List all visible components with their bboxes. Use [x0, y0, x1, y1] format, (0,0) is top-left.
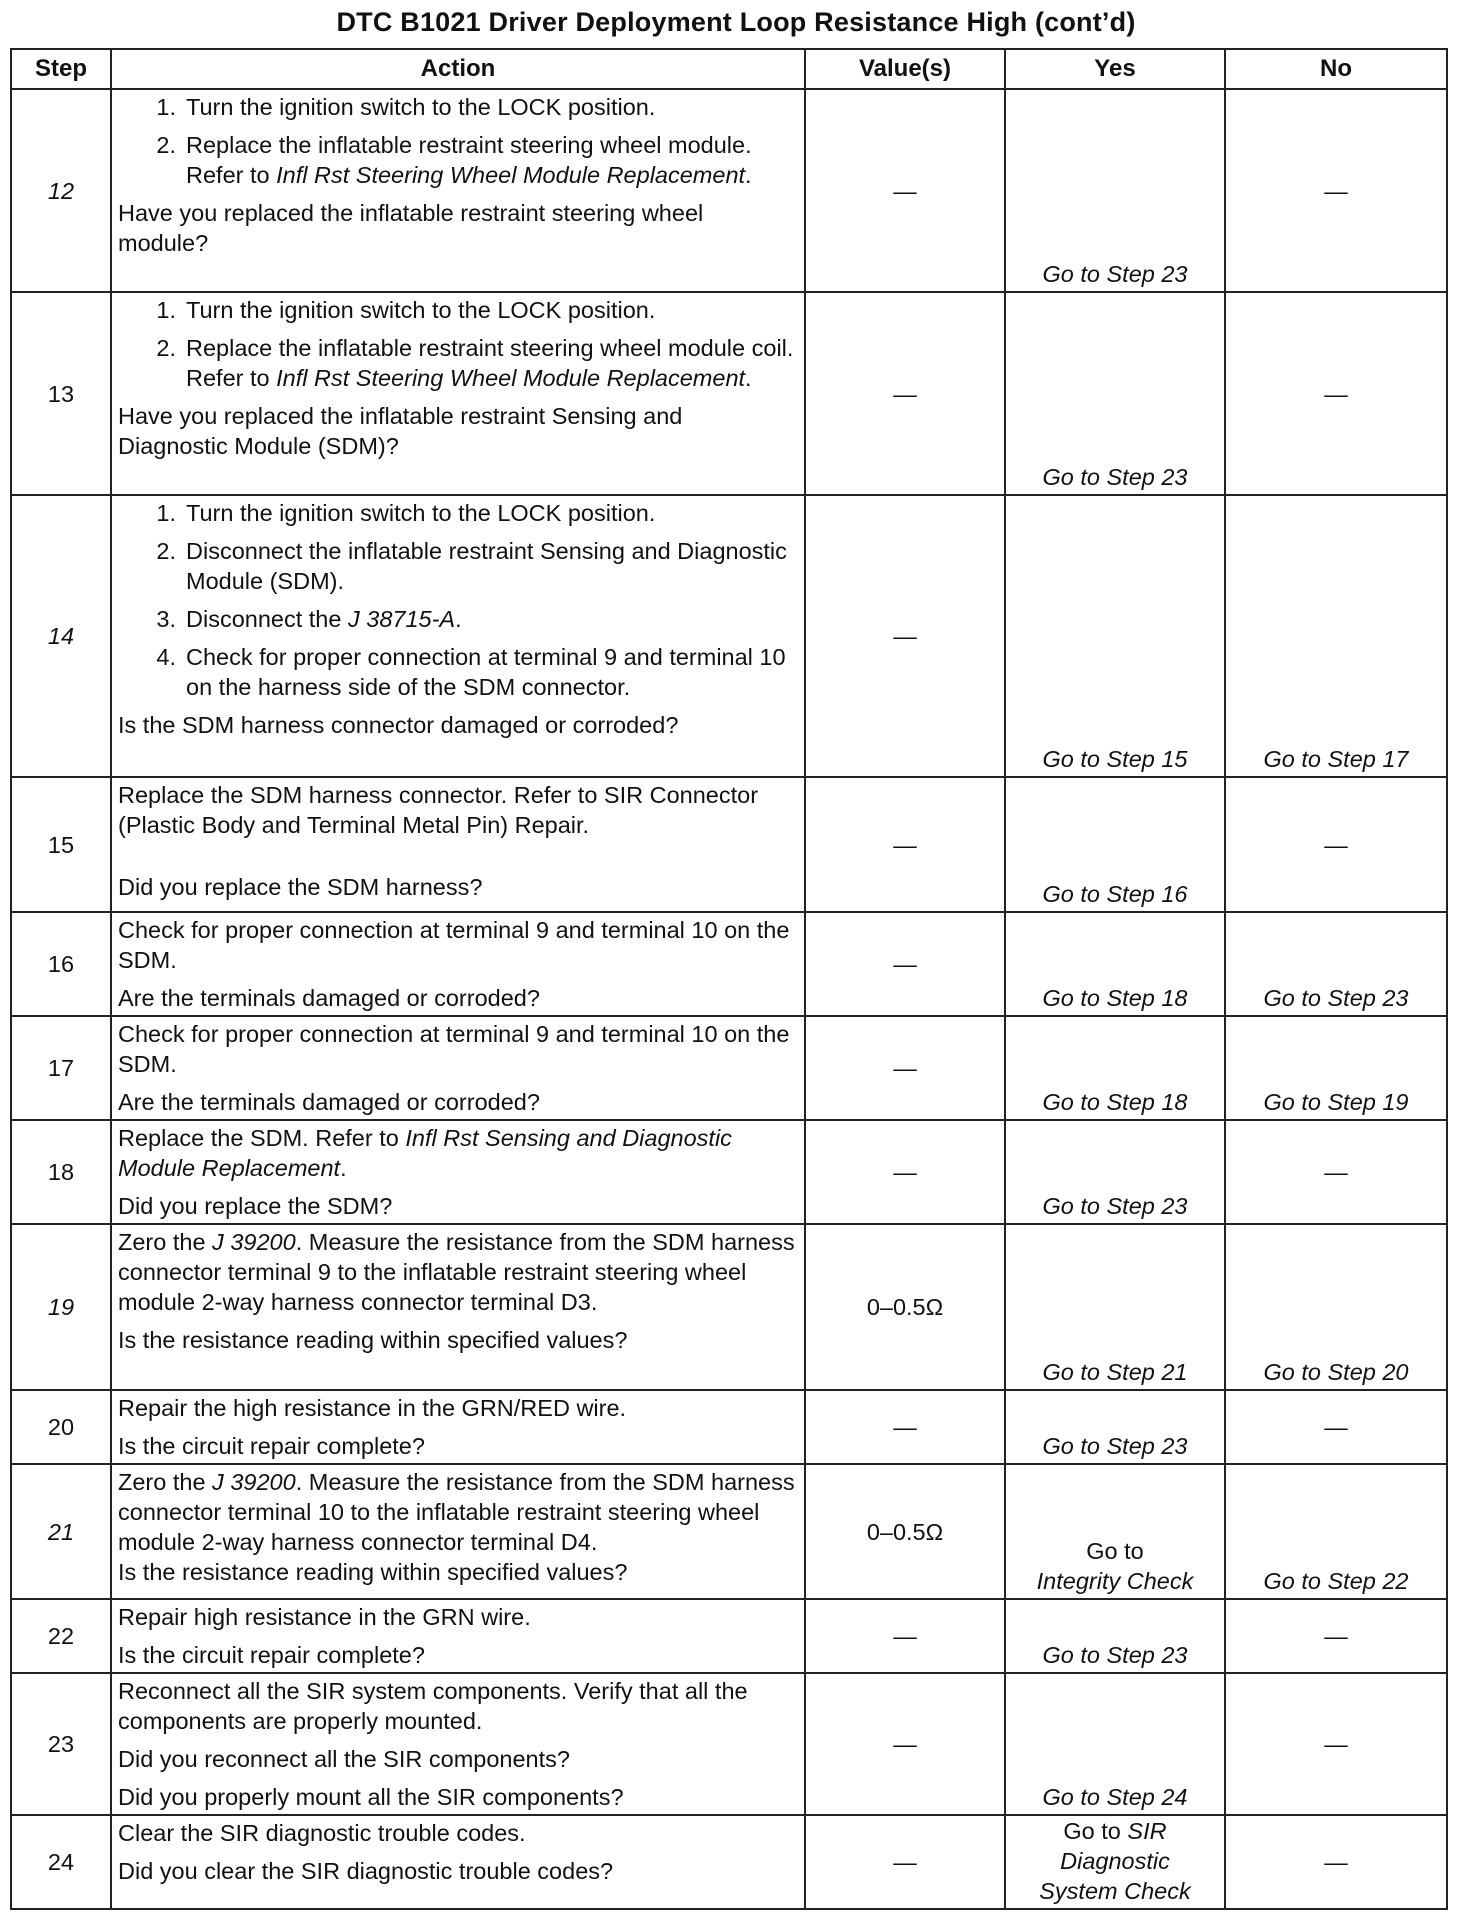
no-cell: —	[1225, 1599, 1447, 1673]
action-text: Clear the SIR diagnostic trouble codes.	[118, 1820, 526, 1846]
action-text: Check for proper connection at terminal 9 and terminal 10 on the SDM.	[118, 1021, 790, 1077]
list-item: 1. Turn the ignition switch to the LOCK position.	[156, 500, 656, 526]
yes-cell[interactable]: Go to Step 15	[1005, 495, 1225, 777]
tool-reference: J 38715-A	[347, 606, 456, 632]
action-text: Zero the J 39200. Measure the resistance from the SDM harness connector terminal 9 to the inflatable restraint steering wheel module 2-way harness connector terminal D3.	[118, 1229, 795, 1315]
table-row	[11, 1815, 1447, 1909]
action-cell	[111, 89, 805, 292]
question-text: Is the circuit repair complete?	[118, 1433, 425, 1459]
list-item: 1. Turn the ignition switch to the LOCK position.	[156, 94, 656, 120]
yes-line: Go to SIR	[1063, 1818, 1167, 1844]
diagnostic-table	[10, 48, 1448, 1910]
reference-link[interactable]: Infl Rst Steering Wheel Module Replacement	[276, 365, 746, 391]
yes-cell[interactable]: Go to Step 23	[1005, 1599, 1225, 1673]
action-cell	[111, 1224, 805, 1390]
step-number: 20	[11, 1390, 111, 1464]
table-row	[11, 89, 1447, 292]
yes-cell[interactable]: Go to Step 23	[1005, 292, 1225, 495]
action-cell	[111, 1120, 805, 1224]
no-cell: —	[1225, 777, 1447, 912]
action-cell	[111, 1815, 805, 1909]
list-item: 2. Disconnect the inflatable restraint Sensing and Diagnostic Module (SDM).	[156, 538, 787, 594]
step-number: 13	[11, 292, 111, 495]
action-text: Repair the high resistance in the GRN/RED wire.	[118, 1395, 627, 1421]
yes-cell[interactable]: Go to Step 16	[1005, 777, 1225, 912]
value-cell: —	[805, 292, 1005, 495]
no-cell[interactable]: Go to Step 22	[1225, 1464, 1447, 1599]
value-cell: —	[805, 1815, 1005, 1909]
no-cell: —	[1225, 1390, 1447, 1464]
header-yes: Yes	[1005, 49, 1225, 89]
list-item: 2. Replace the inflatable restraint steering wheel module coil. Refer to Infl Rst Steering Wheel Module Replacement.	[156, 335, 794, 391]
no-cell[interactable]: Go to Step 23	[1225, 912, 1447, 1016]
step-number: 12	[11, 89, 111, 292]
question-text: Did you replace the SDM?	[118, 1193, 393, 1219]
action-cell	[111, 495, 805, 777]
step-number: 14	[11, 495, 111, 777]
value-cell: —	[805, 495, 1005, 777]
table-row	[11, 1599, 1447, 1673]
yes-line[interactable]: Diagnostic	[1060, 1848, 1170, 1874]
step-number: 21	[11, 1464, 111, 1599]
list-item: 1. Turn the ignition switch to the LOCK position.	[156, 297, 656, 323]
no-cell: —	[1225, 1815, 1447, 1909]
value-cell: —	[805, 777, 1005, 912]
yes-cell[interactable]: Go to Step 23	[1005, 1120, 1225, 1224]
table-row	[11, 1464, 1447, 1599]
question-text: Are the terminals damaged or corroded?	[118, 1089, 540, 1115]
value-cell: —	[805, 89, 1005, 292]
table-row	[11, 292, 1447, 495]
value-cell: —	[805, 1390, 1005, 1464]
step-number: 16	[11, 912, 111, 1016]
action-cell	[111, 1390, 805, 1464]
value-cell: —	[805, 912, 1005, 1016]
step-number: 19	[11, 1224, 111, 1390]
value-cell: —	[805, 1599, 1005, 1673]
yes-cell[interactable]: Go to Step 23	[1005, 1390, 1225, 1464]
action-text: Replace the SDM harness connector. Refer to SIR Connector (Plastic Body and Terminal Metal Pin) Repair.	[118, 782, 759, 838]
no-cell[interactable]: Go to Step 20	[1225, 1224, 1447, 1390]
step-number: 24	[11, 1815, 111, 1909]
question-text: Are the terminals damaged or corroded?	[118, 985, 540, 1011]
table-row	[11, 1120, 1447, 1224]
value-cell: —	[805, 1673, 1005, 1815]
value-cell: —	[805, 1120, 1005, 1224]
yes-cell[interactable]: Go to Step 21	[1005, 1224, 1225, 1390]
value-cell: 0–0.5Ω	[805, 1464, 1005, 1599]
action-text: Check for proper connection at terminal 9 and terminal 10 on the SDM.	[118, 917, 790, 973]
action-cell	[111, 1673, 805, 1815]
table-row	[11, 777, 1447, 912]
question-text: Is the circuit repair complete?	[118, 1642, 425, 1668]
table-row	[11, 1016, 1447, 1120]
question-text: Is the resistance reading within specified values?	[118, 1327, 628, 1353]
yes-cell[interactable]	[1005, 1464, 1225, 1599]
yes-line: Go to	[1086, 1538, 1144, 1564]
action-text: Repair high resistance in the GRN wire.	[118, 1604, 531, 1630]
no-cell[interactable]: Go to Step 17	[1225, 495, 1447, 777]
question-text: Did you replace the SDM harness?	[118, 874, 483, 900]
header-action: Action	[111, 49, 805, 89]
tool-reference: J 39200	[212, 1469, 296, 1495]
yes-cell[interactable]: Go to Step 18	[1005, 912, 1225, 1016]
reference-link[interactable]: Infl Rst Sensing and Diagnostic Module Replacement	[118, 1125, 732, 1181]
list-item: 2. Replace the inflatable restraint steering wheel module. Refer to Infl Rst Steering Wheel Module Replacement.	[156, 132, 752, 188]
question-text: Did you reconnect all the SIR components?	[118, 1746, 570, 1772]
yes-cell[interactable]	[1005, 1815, 1225, 1909]
yes-cell[interactable]: Go to Step 24	[1005, 1673, 1225, 1815]
question-text: Is the SDM harness connector damaged or corroded?	[118, 712, 679, 738]
question-text: Have you replaced the inflatable restraint Sensing and Diagnostic Module (SDM)?	[118, 403, 683, 459]
table-row	[11, 1224, 1447, 1390]
page-title: DTC B1021 Driver Deployment Loop Resistance High (cont’d)	[336, 7, 1136, 37]
question-text: Is the resistance reading within specified values?	[118, 1559, 628, 1585]
list-item: 4. Check for proper connection at terminal 9 and terminal 10 on the harness side of the SDM connector.	[156, 644, 786, 700]
header-no: No	[1225, 49, 1447, 89]
list-item: 3. Disconnect the J 38715-A.	[156, 606, 462, 632]
table-row	[11, 1390, 1447, 1464]
table-row	[11, 495, 1447, 777]
table-row	[11, 912, 1447, 1016]
value-cell: 0–0.5Ω	[805, 1224, 1005, 1390]
no-cell: —	[1225, 1120, 1447, 1224]
action-cell	[111, 777, 805, 912]
value-cell: —	[805, 1016, 1005, 1120]
question-text: Did you properly mount all the SIR components?	[118, 1784, 624, 1810]
step-number: 18	[11, 1120, 111, 1224]
action-cell	[111, 1464, 805, 1599]
action-text: Replace the SDM. Refer to Infl Rst Sensing and Diagnostic Module Replacement.	[118, 1125, 732, 1181]
no-cell: —	[1225, 292, 1447, 495]
action-cell	[111, 1016, 805, 1120]
yes-line[interactable]: System Check	[1039, 1878, 1191, 1904]
step-number: 17	[11, 1016, 111, 1120]
header-step: Step	[11, 49, 111, 89]
table-row	[11, 1673, 1447, 1815]
no-cell: —	[1225, 1673, 1447, 1815]
yes-cell[interactable]: Go to Step 23	[1005, 89, 1225, 292]
action-text: Zero the J 39200. Measure the resistance from the SDM harness connector terminal 10 to the inflatable restraint steering wheel module 2-way harness connector terminal D4.	[118, 1469, 795, 1555]
reference-link[interactable]: Infl Rst Steering Wheel Module Replacement	[276, 162, 746, 188]
tool-reference: J 39200	[212, 1229, 296, 1255]
action-text: Reconnect all the SIR system components. Verify that all the components are properly mounted.	[118, 1678, 748, 1734]
step-number: 22	[11, 1599, 111, 1673]
action-cell	[111, 912, 805, 1016]
action-cell	[111, 1599, 805, 1673]
yes-cell[interactable]: Go to Step 18	[1005, 1016, 1225, 1120]
header-row	[11, 49, 1447, 89]
sir-diagnostic-link[interactable]: SIR	[1127, 1818, 1167, 1844]
no-cell[interactable]: Go to Step 19	[1225, 1016, 1447, 1120]
question-text: Did you clear the SIR diagnostic trouble codes?	[118, 1858, 614, 1884]
step-number: 23	[11, 1673, 111, 1815]
no-cell: —	[1225, 89, 1447, 292]
question-text: Have you replaced the inflatable restraint steering wheel module?	[118, 200, 704, 256]
step-number: 15	[11, 777, 111, 912]
integrity-check-link[interactable]: Integrity Check	[1036, 1568, 1194, 1594]
header-value: Value(s)	[805, 49, 1005, 89]
action-cell	[111, 292, 805, 495]
